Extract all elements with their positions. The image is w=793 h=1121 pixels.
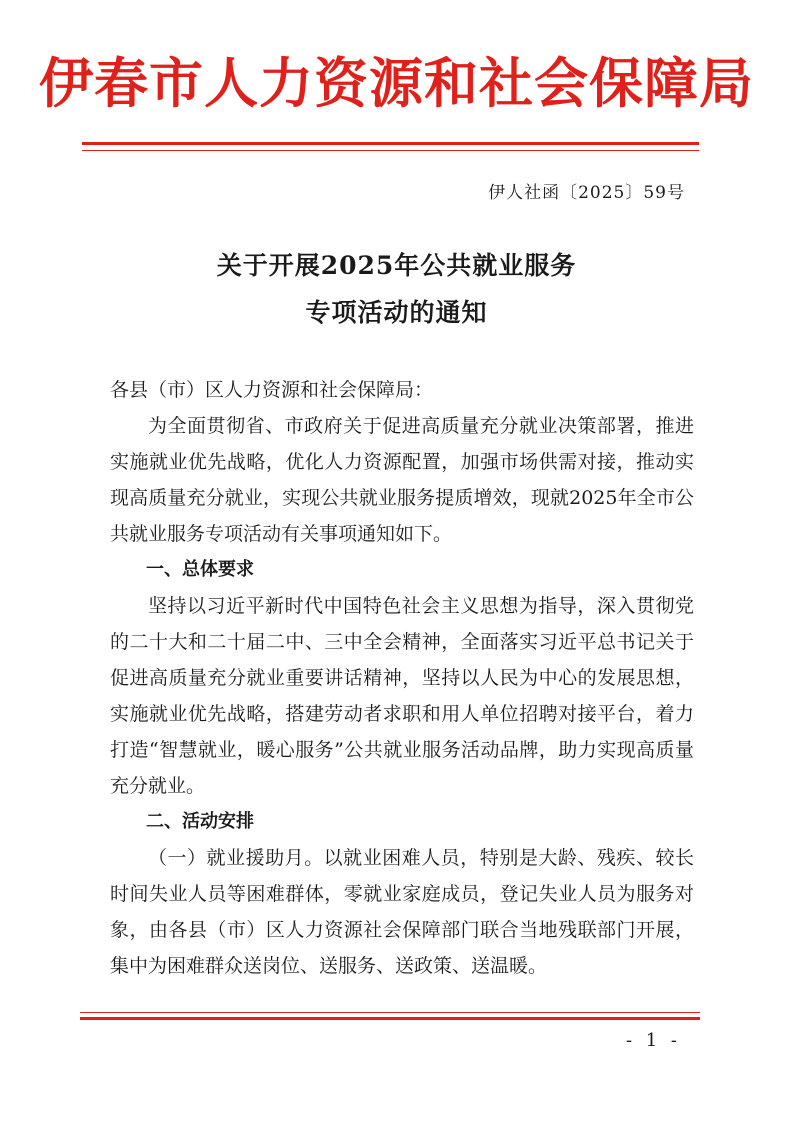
intro-paragraph: 为全面贯彻省、市政府关于促进高质量充分就业决策部署，推进实施就业优先战略，优化人力资源配置，加强市场供需对接，推动实现高质量充分就业，实现公共就业服务提质增效，现就2025年全市公共就业服务专项活动有关事项通知如下。	[110, 415, 694, 545]
document-title-line-2: 专项活动的通知	[305, 298, 488, 327]
header-red-rule-thick	[82, 142, 699, 145]
section-heading-2: 二、活动安排	[146, 811, 254, 832]
document-body	[110, 372, 694, 984]
organization-header: 伊春市人力资源和社会保障局	[39, 51, 754, 115]
section-heading-1: 一、总体要求	[146, 559, 254, 580]
section-2-paragraph: （一）就业援助月。以就业困难人员，特别是大龄、残疾、较长时间失业人员等困难群体，零就业家庭成员，登记失业人员为服务对象，由各县（市）区人力资源社会保障部门联合当地残联部门开展，集中为困难群众送岗位、送服务、送政策、送温暖。	[110, 847, 694, 977]
page-number: - 1 -	[625, 1030, 681, 1051]
section-1-paragraph: 坚持以习近平新时代中国特色社会主义思想为指导，深入贯彻党的二十大和二十届二中、三中全会精神，全面落实习近平总书记关于促进高质量充分就业重要讲话精神，坚持以人民为中心的发展思想，实施就业优先战略，搭建劳动者求职和用人单位招聘对接平台，着力打造“智慧就业，暖心服务”公共就业服务活动品牌，助力实现高质量充分就业。	[110, 595, 694, 797]
header-red-rule-thin	[82, 150, 699, 151]
document-title-line-1: 关于开展2025年公共就业服务	[216, 251, 577, 280]
footer-red-rule-thick	[80, 1017, 700, 1020]
footer-red-rule-thin	[80, 1012, 700, 1013]
document-number: 伊人社函〔2025〕59号	[488, 183, 685, 203]
salutation: 各县（市）区人力资源和社会保障局：	[110, 379, 434, 401]
